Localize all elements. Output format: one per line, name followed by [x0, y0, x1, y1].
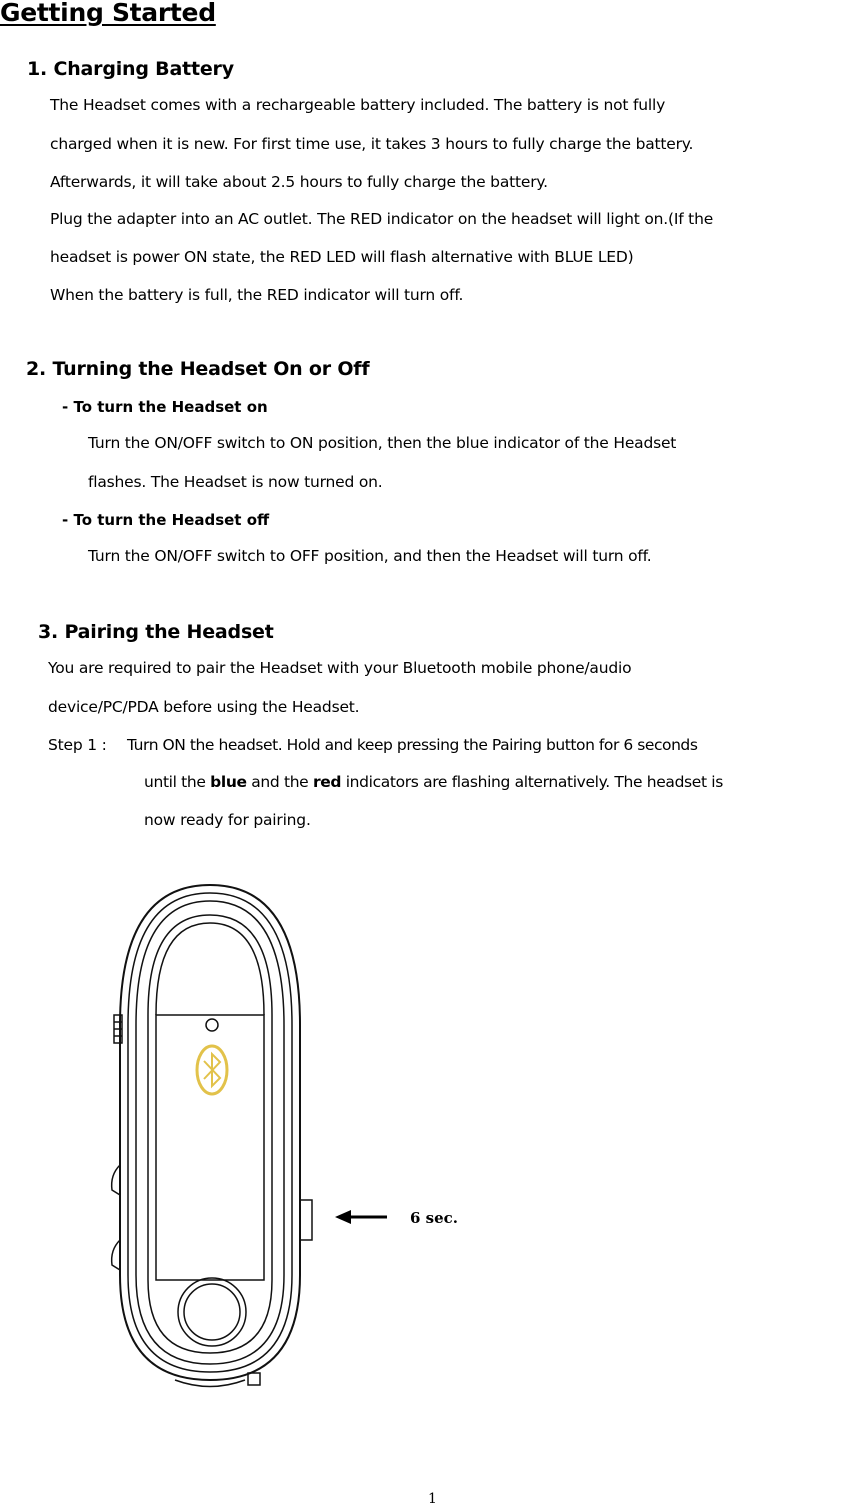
step1-blue-word: blue	[210, 773, 247, 791]
step1-label: Step 1 :	[48, 736, 107, 754]
charging-line: headset is power ON state, the RED LED will flash alternative with BLUE LED)	[50, 248, 634, 266]
power-on-line: Turn the ON/OFF switch to ON position, then the blue indicator of the Headset	[88, 434, 677, 452]
step1-line: Turn ON the headset. Hold and keep pressing the Pairing button for 6 seconds	[127, 736, 698, 754]
power-heading: 2. Turning the Headset On or Off	[26, 358, 370, 380]
bluetooth-icon	[197, 1046, 227, 1094]
pairing-line: device/PC/PDA before using the Headset.	[48, 698, 360, 716]
step1-red-word: red	[312, 773, 342, 791]
charging-line: Afterwards, it will take about 2.5 hours to fully charge the battery.	[50, 173, 548, 191]
page-title: Getting Started	[0, 0, 216, 27]
step1-line: now ready for pairing.	[144, 811, 311, 829]
charging-line: When the battery is full, the RED indicator will turn off.	[50, 286, 464, 304]
power-on-subheading: - To turn the Headset on	[62, 398, 268, 416]
power-off-subheading: - To turn the Headset off	[62, 511, 270, 529]
step1-line	[144, 773, 723, 791]
headset-illustration	[100, 875, 340, 1400]
step1-text: until the	[144, 773, 211, 791]
step1-text: and the	[246, 773, 313, 791]
figure-label: 6 sec.	[410, 1209, 459, 1227]
arrow-left-icon	[335, 1207, 390, 1227]
power-off-line: Turn the ON/OFF switch to OFF position, and then the Headset will turn off.	[88, 547, 652, 565]
page-number: 1	[428, 1491, 437, 1507]
step1-text: indicators are flashing alternatively. The headset is	[341, 773, 723, 791]
charging-line: The Headset comes with a rechargeable battery included. The battery is not fully	[50, 96, 666, 114]
power-on-line: flashes. The Headset is now turned on.	[88, 473, 383, 491]
charging-heading: 1. Charging Battery	[27, 58, 234, 80]
charging-line: Plug the adapter into an AC outlet. The RED indicator on the headset will light on.(If the	[50, 210, 714, 228]
charging-line: charged when it is new. For first time use, it takes 3 hours to fully charge the battery.	[50, 135, 694, 153]
pairing-heading: 3. Pairing the Headset	[38, 621, 274, 643]
pairing-line: You are required to pair the Headset with your Bluetooth mobile phone/audio	[48, 659, 632, 677]
